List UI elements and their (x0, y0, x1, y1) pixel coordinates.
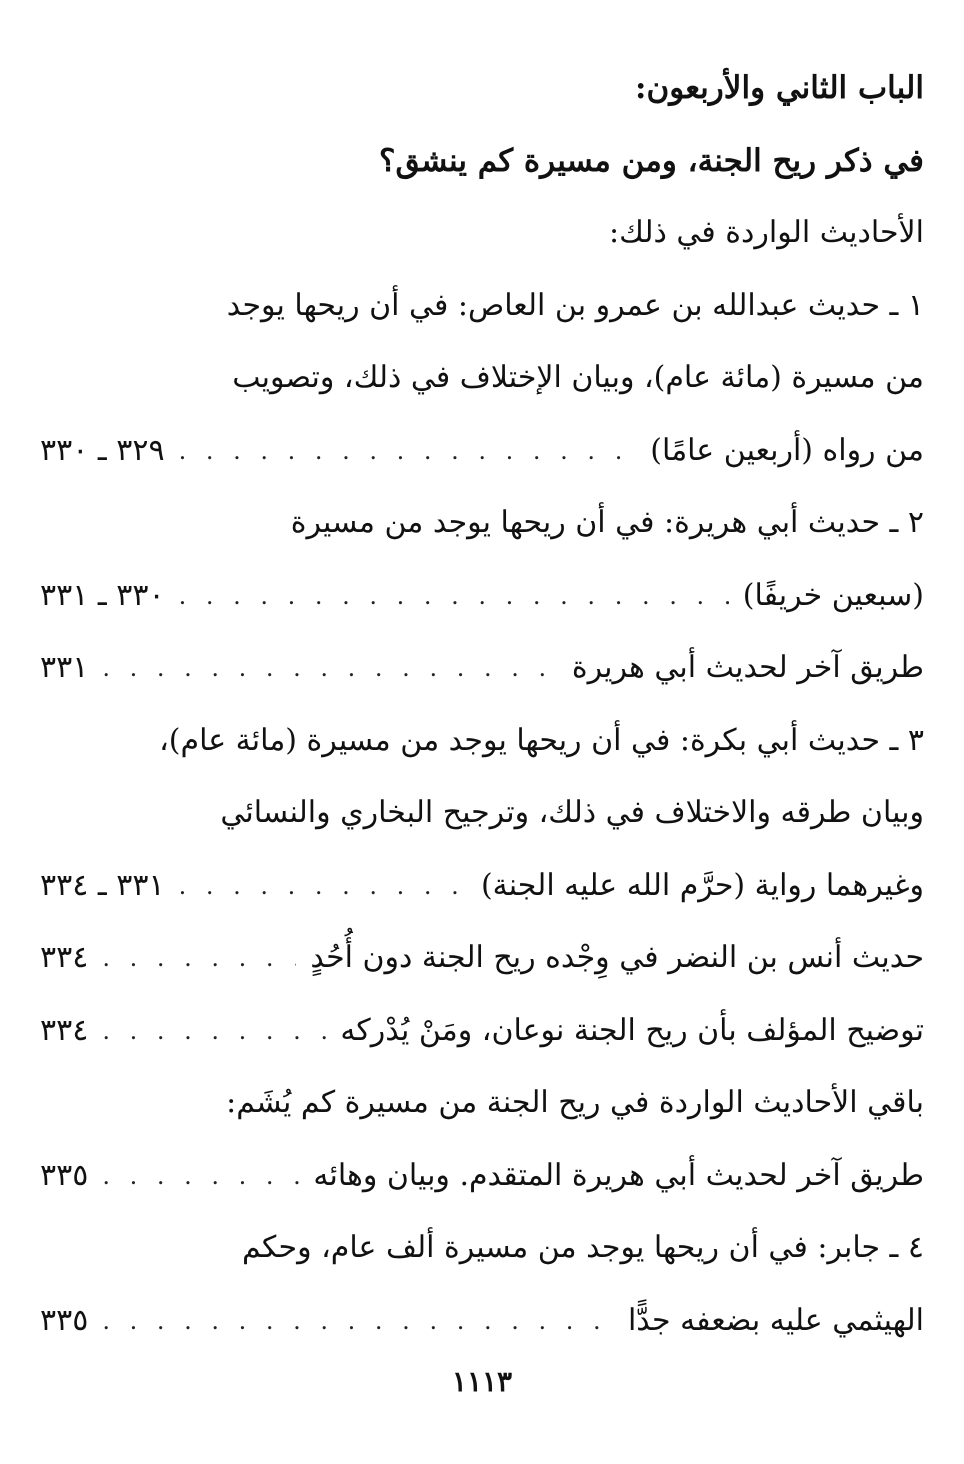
dot-leader (102, 1140, 299, 1213)
page-reference: ٣٣٥ (40, 1157, 89, 1193)
toc-line (40, 1140, 924, 1213)
toc-entry-text: ٤ ـ جابر: في أن ريحها يوجد من مسيرة ألف عام، وحكم (242, 1230, 924, 1265)
toc-line (40, 342, 924, 415)
toc-line (40, 1067, 924, 1140)
toc-entry-text: توضيح المؤلف بأن ريح الجنة نوعان، ومَنْ يُدْركه (340, 1012, 924, 1048)
toc-entry-text: من مسيرة (مائة عام)، وبيان الإختلاف في ذلك، وتصويب (232, 360, 924, 395)
toc-entry-text: ٢ ـ حديث أبي هريرة: في أن ريحها يوجد من مسيرة (290, 505, 924, 540)
page-number: ١١١٣ (451, 1365, 513, 1398)
toc-line (40, 1212, 924, 1285)
toc-line (40, 777, 924, 850)
toc-line (40, 922, 924, 995)
toc-line (40, 850, 924, 923)
toc-entry-text: ٣ ـ حديث أبي بكرة: في أن ريحها يوجد من مسيرة (مائة عام)، (159, 722, 924, 758)
page-reference: ٣٣٠ ـ ٣٣١ (40, 577, 165, 613)
toc-line (40, 995, 924, 1068)
dot-leader (102, 632, 558, 705)
dot-leader (102, 922, 296, 995)
page-reference: ٣٢٩ ـ ٣٣٠ (40, 432, 165, 468)
chapter-subtitle: في ذكر ريح الجنة، ومن مسيرة كم ينشق؟ (379, 142, 924, 179)
toc-line (40, 1285, 924, 1358)
toc-entry-text: طريق آخر لحديث أبي هريرة المتقدم. وبيان وهائه (313, 1157, 924, 1193)
toc-entry-text: من رواه (أربعين عامًا) (650, 432, 924, 468)
toc-entry-text: الهيثمي عليه بضعفه جدًّا (627, 1302, 924, 1338)
toc-page (40, 52, 924, 1357)
section-heading: باقي الأحاديث الواردة في ريح الجنة من مسيرة كم يُشَم: (226, 1085, 924, 1120)
page-reference: ٣٣٥ (40, 1302, 89, 1338)
chapter-title: الباب الثاني والأربعون: (635, 70, 924, 106)
toc-line (40, 560, 924, 633)
dot-leader (102, 1285, 614, 1358)
toc-line (40, 197, 924, 270)
toc-line (40, 632, 924, 705)
toc-line (40, 270, 924, 343)
toc-line (40, 52, 924, 125)
toc-line (40, 705, 924, 778)
section-heading: الأحاديث الواردة في ذلك: (608, 215, 924, 250)
toc-entry-text: (سبعين خريفًا) (742, 577, 924, 613)
page-reference: ٣٣٤ (40, 940, 89, 975)
toc-line (40, 415, 924, 488)
page-reference: ٣٣٤ (40, 1012, 89, 1048)
toc-entry-text: وغيرهما رواية (حرَّم الله عليه الجنة) (480, 867, 924, 903)
dot-leader (179, 850, 467, 923)
toc-line (40, 487, 924, 560)
toc-entry-text: طريق آخر لحديث أبي هريرة (571, 650, 924, 685)
page-reference: ٣٣١ ـ ٣٣٤ (40, 867, 165, 903)
toc-entry-text: وبيان طرقه والاختلاف في ذلك، وترجيح البخاري والنسائي (220, 795, 924, 830)
toc-entry-text: حديث أنس بن النضر في وِجْده ريح الجنة دون أُحُدٍ (310, 940, 924, 975)
toc-line (40, 125, 924, 198)
dot-leader (179, 560, 729, 633)
dot-leader (179, 415, 637, 488)
dot-leader (102, 995, 326, 1068)
page-reference: ٣٣١ (40, 650, 89, 685)
toc-entry-text: ١ ـ حديث عبدالله بن عمرو بن العاص: في أن ريحها يوجد (226, 287, 924, 323)
